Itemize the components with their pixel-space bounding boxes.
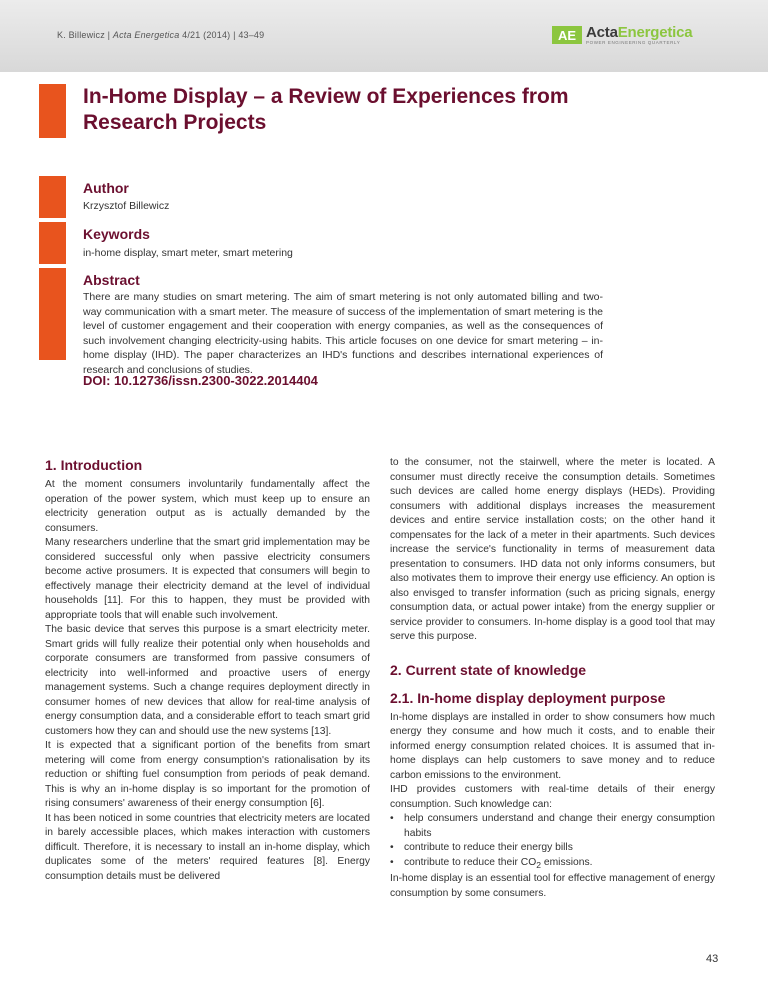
paragraph: IHD provides customers with real-time details of their energy consumption. Such knowledge can: xyxy=(390,784,715,810)
author-name: Krzysztof Billewicz xyxy=(83,200,170,212)
body-column-left xyxy=(45,456,370,884)
section-2-heading: 2. Current state of knowledge xyxy=(390,661,587,678)
paragraph: It has been noticed in some countries that electricity meters are located in barely accessible places, which makes interaction with customers difficult. Therefore, it is necessary to install an in-home display, which duplicates some of the meters' required features [8]. Energy consumption details must be delivered xyxy=(45,812,370,882)
list-item: • contribute to reduce their energy bills xyxy=(390,841,715,856)
benefits-list xyxy=(390,812,715,872)
section-1-heading: 1. Introduction xyxy=(45,457,143,473)
doi-link[interactable]: DOI: 10.12736/issn.2300-3022.2014404 xyxy=(83,373,318,388)
logo-mark: AE xyxy=(557,28,577,43)
logo-tagline: POWER ENGINEERING QUARTERLY xyxy=(586,40,681,45)
keywords-label: Keywords xyxy=(83,226,150,242)
section-2-1-heading: 2.1. In-home display deployment purpose xyxy=(390,689,666,706)
paragraph: Many researchers underline that the smart grid implementation may be considered successful only when passive electricity consumers become active prosumers. It is expected that consumers will begin to effectively manage their electricity demand at the level of individual households [11]. For this to happen, they must be provided with appropriate tools that will enable such involvement. xyxy=(45,537,370,621)
paragraph: In-home display is an essential tool for effective management of energy consumption by some consumers. xyxy=(390,873,715,899)
paragraph: In-home displays are installed in order to show consumers how much energy they consume and how much it costs, and to enable their informed energy consumption related choices. It is assumed that in-home displays can help customers to save money and to reduce carbon emissions to the environment. xyxy=(390,711,715,781)
list-item: • contribute to reduce their $CO_2$ emissions. xyxy=(390,856,715,873)
abstract-text: There are many studies on smart metering. The aim of smart metering is not only automated billing and two-way communication with a smart meter. The measure of success of the implementation of smart metering is the level of customer engagement and their cooperation with energy companies, as well as the consequences of such involvement changing electricity-using habits. This article focuses on one device for smart metering – in-home display (IHD). The paper characterizes an IHD's functions and describes international experiences of research and conclusions of studies. xyxy=(83,291,603,376)
running-head: K. Billewicz | Acta Energetica 4/21 (2014) | 43–49 xyxy=(57,30,265,40)
running-head-issue: 4/21 (2014) xyxy=(182,30,231,40)
paragraph: It is expected that a significant portion of the benefits from smart metering will come from energy consumption's rationalisation by its reduction or shifting fuel consumption from periods of peak demand. This is why an in-home display is so important for the promotion of rising consumers' awareness of their energy consumption [6]. xyxy=(45,740,370,809)
abstract-accent-bar xyxy=(39,268,66,360)
logo-wordmark: ActaEnergetica xyxy=(586,24,693,41)
keywords-text: in-home display, smart meter, smart metering xyxy=(83,247,293,259)
running-head-pages: 43–49 xyxy=(238,30,265,40)
paragraph: At the moment consumers involuntarily fundamentally affect the operation of the power system, which must keep up to ensure an electricity generation output as is actually demanded by the consumers. xyxy=(45,479,370,534)
author-label: Author xyxy=(83,180,129,196)
article-title: In-Home Display – a Review of Experiences from Research Projects xyxy=(83,85,569,134)
abstract-label: Abstract xyxy=(83,272,140,288)
author-accent-bar xyxy=(39,176,66,218)
keywords-accent-bar xyxy=(39,222,66,264)
running-head-journal: Acta Energetica xyxy=(112,30,180,40)
paragraph: The basic device that serves this purpose is a smart electricity meter. Smart grids will fully realize their potential only when households and corporate consumers are transformed from passive consumers of electricity into well-informed and proactive users of energy management systems. Such a change requires deployment directly in consumer homes of new devices that allow for real-time analysis of energy consumption data, and a considerable effort to teach smart grid customers how they can and should use the new systems [13]. xyxy=(45,624,370,737)
page-number: 43 xyxy=(706,953,719,965)
paragraph: to the consumer, not the stairwell, where the meter is located. A consumer must directly receive the consumption details. Sometimes such devices are called home energy displays (HEDs). Providing consumers with additional displays increases the measurement devices and entire service installation costs; on the other hand it compensates for the lack of a meter in their apartments. Such devices increase the service's functionality in terms of measurement data presentation to consumers. IHD data not only informs consumers, but also motivates them to improve their energy use efficiency. An option is also envisged to transfer information (such as pricing signals, energy consumption data, or actual power intake) from the energy supplier or service provider to consumers. In-home display is a good tool that may serve this purpose. xyxy=(390,457,715,642)
running-head-author: K. Billewicz xyxy=(57,30,105,40)
list-item: • help consumers understand and change their energy consumption habits xyxy=(390,812,715,841)
body-column-right xyxy=(390,456,715,901)
title-accent-bar xyxy=(39,84,66,138)
